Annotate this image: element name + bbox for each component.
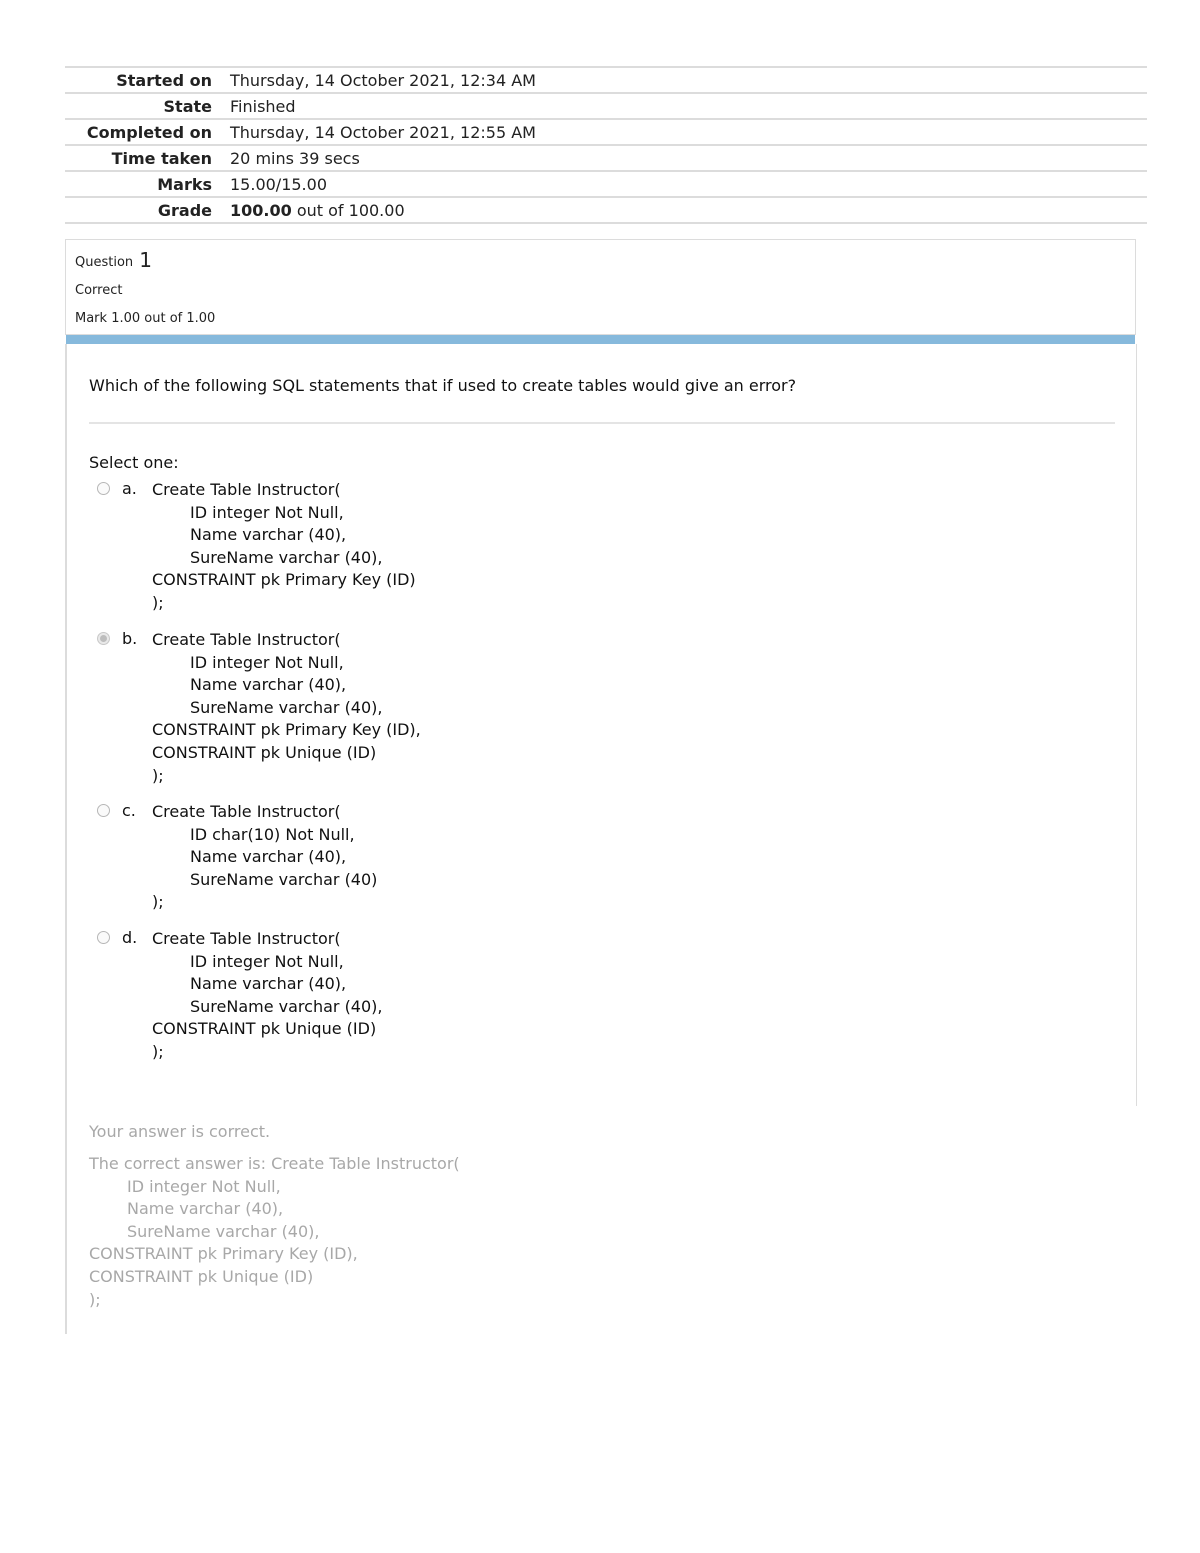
code-line: ); <box>152 592 164 612</box>
attempt-summary-table <box>65 66 1147 224</box>
correct-answer <box>89 1153 460 1311</box>
code-line: CONSTRAINT pk Unique (ID) <box>152 1019 377 1039</box>
option-letter: c. <box>122 801 136 820</box>
answer-line: SureName varchar (40), <box>127 1221 320 1241</box>
radio-button-d[interactable] <box>97 931 110 944</box>
code-line: ID integer Not Null, <box>190 502 344 522</box>
summary-value: Thursday, 14 October 2021, 12:34 AM <box>230 70 536 90</box>
summary-row-state <box>65 94 1147 120</box>
answer-line: CONSTRAINT pk Unique (ID) <box>89 1266 314 1286</box>
radio-button-a[interactable] <box>97 482 110 495</box>
code-line: Create Table Instructor( <box>152 929 341 948</box>
radio-button-b[interactable] <box>97 632 110 645</box>
code-line: Name varchar (40), <box>190 675 347 695</box>
question-divider <box>89 422 1115 424</box>
question-grade: Mark 1.00 out of 1.00 <box>75 311 216 326</box>
code-line: SureName varchar (40), <box>190 996 383 1016</box>
question-label: Question <box>75 255 134 270</box>
answer-line: The correct answer is: Create Table Instructor( <box>89 1154 460 1173</box>
code-line: Create Table Instructor( <box>152 480 341 499</box>
summary-value: 15.00/15.00 <box>230 174 327 194</box>
code-line: ); <box>152 1041 164 1061</box>
summary-label: Time taken <box>111 148 212 168</box>
summary-row-completed <box>65 120 1147 146</box>
summary-row-time-taken <box>65 146 1147 172</box>
option-letter: a. <box>122 479 137 498</box>
grade-out-of: out of 100.00 <box>291 200 405 220</box>
summary-row-grade <box>65 198 1147 224</box>
code-line: Create Table Instructor( <box>152 802 341 821</box>
summary-value: 20 mins 39 secs <box>230 148 360 168</box>
summary-label: Started on <box>116 70 212 90</box>
code-line: ID char(10) Not Null, <box>190 824 355 844</box>
code-line: Name varchar (40), <box>190 847 347 867</box>
question-number <box>75 248 152 272</box>
code-line: Name varchar (40), <box>190 974 347 994</box>
option-code <box>152 928 383 1064</box>
question-number-value: 1 <box>139 248 153 272</box>
option-code <box>152 479 416 615</box>
summary-value: Finished <box>230 96 296 116</box>
answer-line: Name varchar (40), <box>127 1199 284 1219</box>
summary-value <box>230 201 405 220</box>
option-code <box>152 801 377 914</box>
summary-row-started <box>65 68 1147 94</box>
answer-line: CONSTRAINT pk Primary Key (ID), <box>89 1244 358 1264</box>
summary-label: Grade <box>157 200 212 220</box>
answer-line: ); <box>89 1289 101 1309</box>
code-line: CONSTRAINT pk Primary Key (ID) <box>152 570 416 590</box>
option-letter: b. <box>122 629 138 648</box>
question-state: Correct <box>75 283 123 298</box>
grade-score: 100.00 <box>230 200 292 220</box>
question-content <box>65 344 1137 1106</box>
summary-row-marks <box>65 172 1147 198</box>
feedback-status: Your answer is correct. <box>89 1122 271 1141</box>
feedback-border <box>65 1106 67 1334</box>
select-one-prompt: Select one: <box>89 453 179 472</box>
answer-line: ID integer Not Null, <box>127 1176 281 1196</box>
summary-label: Completed on <box>86 122 212 142</box>
code-line: ID integer Not Null, <box>190 652 344 672</box>
code-line: CONSTRAINT pk Primary Key (ID), <box>152 720 421 740</box>
code-line: ); <box>152 892 164 912</box>
code-line: Name varchar (40), <box>190 525 347 545</box>
code-line: SureName varchar (40), <box>190 697 383 717</box>
code-line: CONSTRAINT pk Unique (ID) <box>152 742 377 762</box>
question-text: Which of the following SQL statements that if used to create tables would give an error? <box>89 376 797 395</box>
question-info-box <box>65 239 1136 335</box>
code-line: Create Table Instructor( <box>152 630 341 649</box>
code-line: SureName varchar (40) <box>190 869 378 889</box>
code-line: ); <box>152 765 164 785</box>
summary-label: State <box>163 96 212 116</box>
summary-value: Thursday, 14 October 2021, 12:55 AM <box>230 122 536 142</box>
question-header-bar <box>66 335 1135 344</box>
summary-label: Marks <box>157 174 212 194</box>
option-letter: d. <box>122 928 138 947</box>
option-code <box>152 629 421 787</box>
code-line: SureName varchar (40), <box>190 547 383 567</box>
code-line: ID integer Not Null, <box>190 951 344 971</box>
radio-button-c[interactable] <box>97 804 110 817</box>
